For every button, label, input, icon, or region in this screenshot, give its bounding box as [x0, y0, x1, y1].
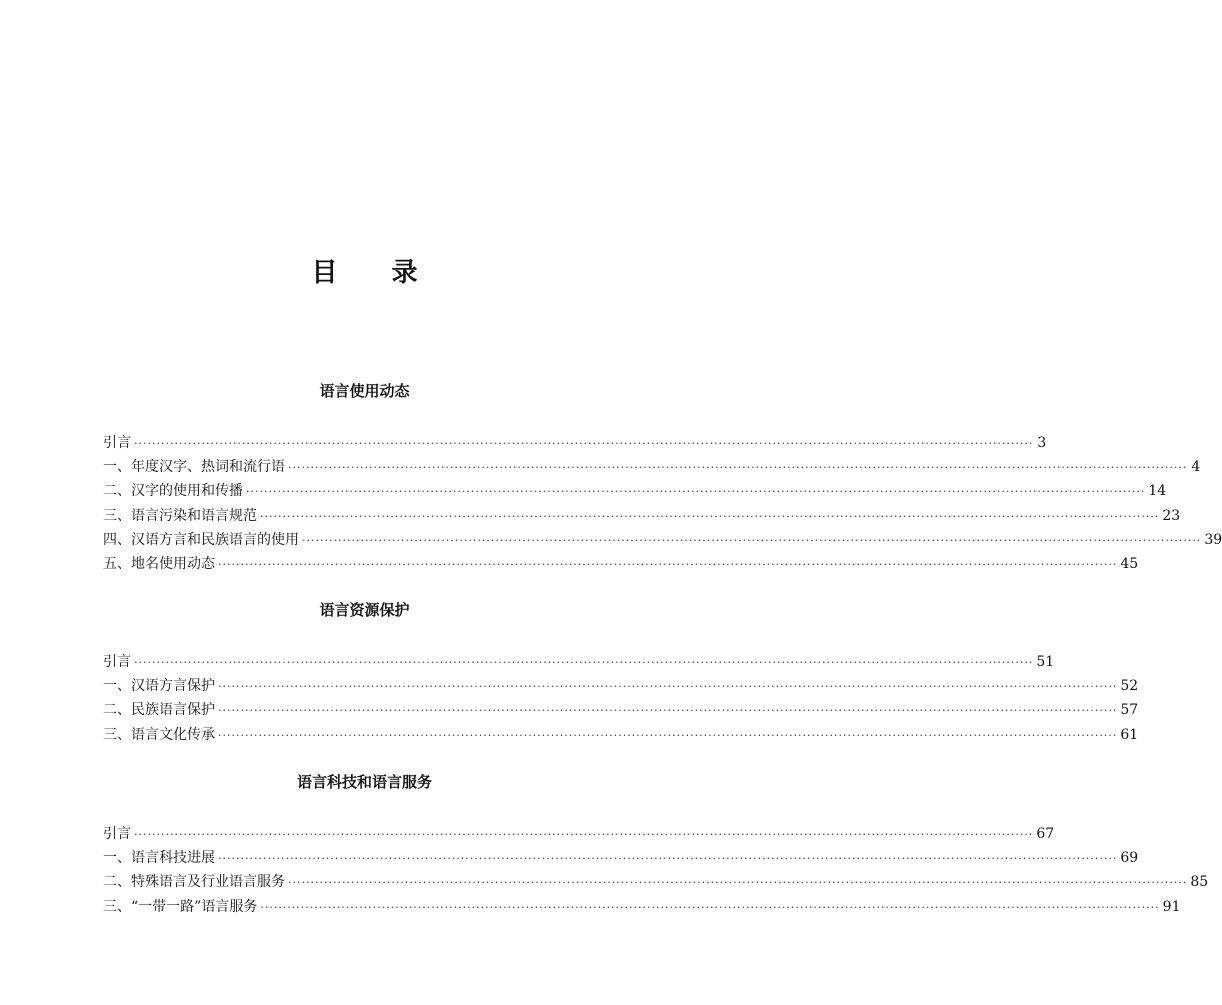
toc-entry-label: 一、语言科技进展 — [103, 850, 215, 867]
toc-entry-label: 二、民族语言保护 — [103, 702, 215, 719]
toc-entry[interactable] — [103, 895, 1181, 919]
toc-entry-page: 69 — [1120, 850, 1139, 867]
dot-leader: ········································································································································································································ — [288, 461, 1188, 475]
toc-entry[interactable] — [103, 431, 1047, 455]
toc-entry[interactable] — [103, 674, 1139, 698]
toc-entry-label: 二、汉字的使用和传播 — [103, 483, 243, 500]
toc-entry[interactable] — [103, 455, 1201, 479]
toc-entry[interactable] — [103, 846, 1139, 870]
toc-entry-page: 4 — [1191, 459, 1201, 476]
toc-entry-page: 14 — [1148, 483, 1167, 500]
dot-leader: ········································································································································································································ — [218, 557, 1118, 571]
toc-entry-label: 三、语言污染和语言规范 — [103, 507, 257, 524]
toc-entry[interactable] — [103, 723, 1139, 747]
toc-entry[interactable] — [103, 650, 1055, 674]
toc-entry-label: 二、特殊语言及行业语言服务 — [103, 874, 285, 891]
section-entries — [103, 822, 1209, 919]
toc-entry-label: 五、地名使用动态 — [103, 555, 215, 572]
toc-entry-page: 91 — [1162, 898, 1181, 915]
section-title: 语言使用动态 — [319, 382, 410, 400]
toc-entry[interactable] — [103, 870, 1209, 894]
section-entries — [103, 650, 1139, 747]
toc-entry-label: 四、汉语方言和民族语言的使用 — [103, 531, 299, 548]
toc-entry[interactable] — [103, 479, 1167, 503]
toc-entry-label: 引言 — [103, 654, 131, 670]
dot-leader: ········································································································································································································ — [218, 728, 1118, 742]
toc-entry-page: 57 — [1120, 702, 1139, 719]
dot-leader: ········································································································································································································ — [260, 900, 1160, 914]
page-title-right: 录 — [391, 258, 418, 288]
section-title: 语言科技和语言服务 — [296, 773, 432, 791]
section-entries — [103, 431, 1222, 576]
dot-leader: ········································································································································································································ — [134, 828, 1034, 841]
toc-entry-page: 61 — [1120, 726, 1139, 743]
toc-entry[interactable] — [103, 552, 1139, 576]
toc-entry-label: 引言 — [103, 826, 131, 842]
dot-leader: ········································································································································································································ — [134, 437, 1034, 450]
toc-entry[interactable] — [103, 528, 1222, 552]
toc-entry-page: 3 — [1037, 435, 1047, 451]
toc-entry[interactable] — [103, 822, 1055, 846]
toc-entry-label: 一、汉语方言保护 — [103, 678, 215, 695]
dot-leader: ········································································································································································································ — [218, 680, 1118, 694]
toc-entry-label: 引言 — [103, 435, 131, 451]
dot-leader: ········································································································································································································ — [134, 656, 1034, 669]
toc-entry-label: 三、语言文化传承 — [103, 726, 215, 743]
dot-leader: ········································································································································································································ — [218, 852, 1118, 866]
toc-entry-page: 52 — [1120, 678, 1139, 695]
dot-leader: ········································································································································································································ — [302, 533, 1202, 547]
toc-entry-label: 三、“一带一路”语言服务 — [103, 898, 258, 915]
dot-leader: ········································································································································································································ — [218, 704, 1118, 718]
toc-entry-page: 67 — [1036, 826, 1055, 842]
page-title-left: 目 — [311, 258, 338, 288]
dot-leader: ········································································································································································································ — [246, 485, 1146, 499]
toc-entry[interactable] — [103, 504, 1181, 528]
toc-entry-page: 45 — [1120, 555, 1139, 572]
toc-entry-label: 一、年度汉字、热词和流行语 — [103, 459, 285, 476]
toc-entry-page: 51 — [1036, 654, 1055, 670]
toc-entry-page: 85 — [1190, 874, 1209, 891]
toc-entry-page: 23 — [1162, 507, 1181, 524]
section-title: 语言资源保护 — [319, 601, 410, 619]
dot-leader: ········································································································································································································ — [288, 876, 1188, 890]
page-title — [0, 252, 729, 289]
dot-leader: ········································································································································································································ — [260, 509, 1160, 523]
toc-entry-page: 39 — [1204, 531, 1222, 548]
toc-entry[interactable] — [103, 698, 1139, 722]
